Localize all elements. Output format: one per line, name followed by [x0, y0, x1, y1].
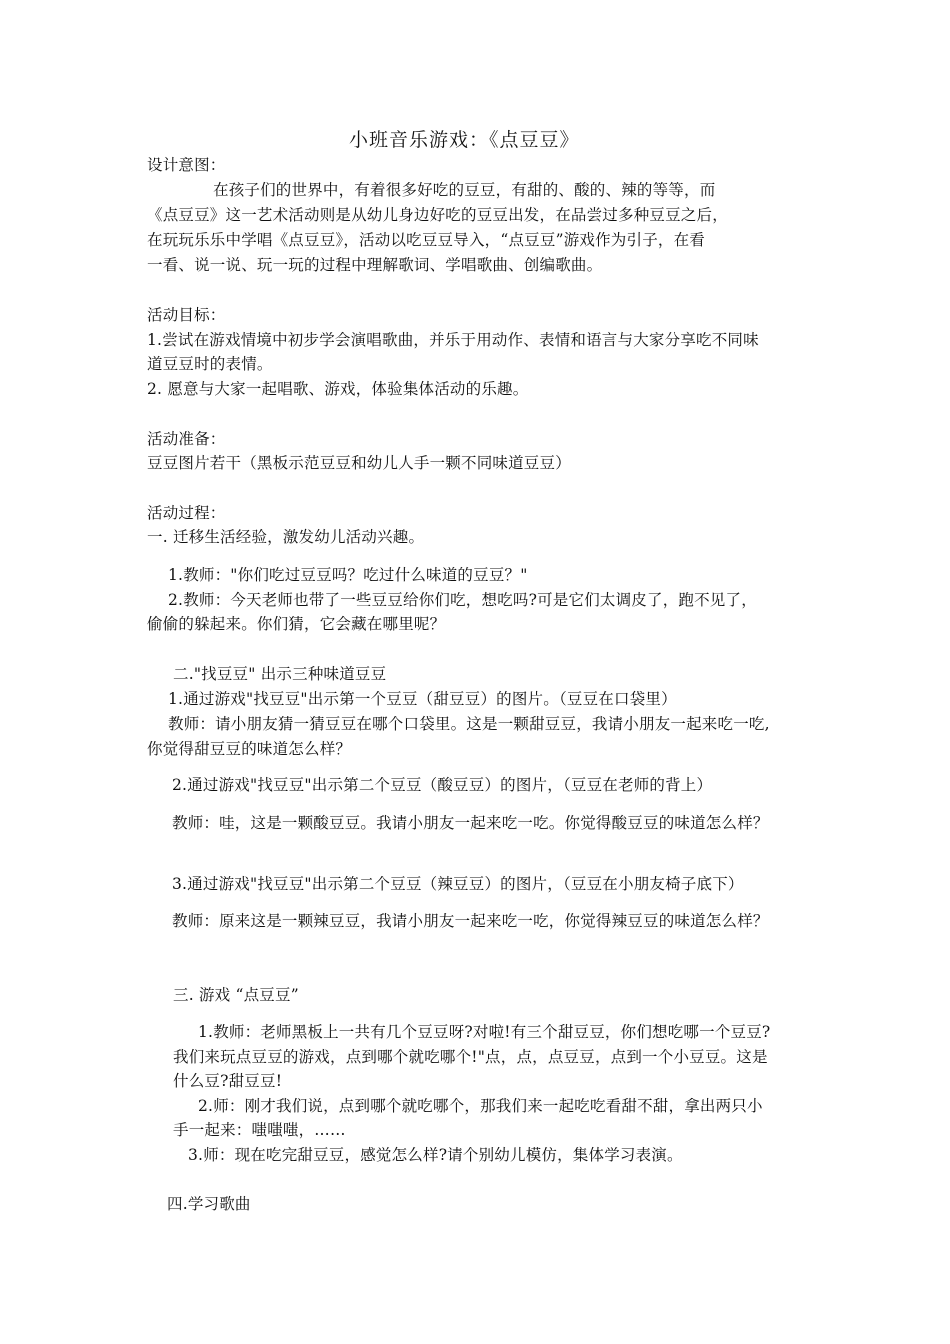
design-heading: 设计意图：	[147, 156, 226, 174]
section-3-title: 三. 游戏 “点豆豆”	[173, 986, 299, 1004]
design-line: 一看、说一说、玩一玩的过程中理解歌词、学唱歌曲、创编歌曲。	[147, 256, 603, 274]
section-1-line: 1.教师："你们吃过豆豆吗？吃过什么味道的豆豆？"	[168, 566, 528, 584]
section-3-line: 3.师：现在吃完甜豆豆，感觉怎么样?请个别幼儿模仿，集体学习表演。	[188, 1146, 683, 1164]
section-2-line: 教师：原来这是一颗辣豆豆，我请小朋友一起来吃一吃，你觉得辣豆豆的味道怎么样？	[172, 912, 769, 930]
process-heading: 活动过程：	[147, 504, 226, 522]
goals-line: 1.尝试在游戏情境中初步学会演唱歌曲，并乐于用动作、表情和语言与大家分享吃不同味	[147, 331, 759, 349]
section-2-title: 二."找豆豆" 出示三种味道豆豆	[173, 665, 387, 683]
section-3-line: 1.教师：老师黑板上一共有几个豆豆呀?对啦!有三个甜豆豆，你们想吃哪一个豆豆?	[198, 1023, 771, 1041]
section-2-line: 你觉得甜豆豆的味道怎么样？	[147, 740, 352, 758]
goals-line: 道豆豆时的表情。	[147, 355, 273, 373]
goals-heading: 活动目标：	[147, 306, 226, 324]
section-3-line: 手一起来：嗤嗤嗤，……	[173, 1121, 346, 1139]
prep-line: 豆豆图片若干（黑板示范豆豆和幼儿人手一颗不同味道豆豆）	[147, 454, 571, 472]
section-3-line: 什么豆?甜豆豆!	[173, 1072, 283, 1090]
section-4-title: 四.学习歌曲	[167, 1195, 251, 1213]
section-2-line: 2.通过游戏"找豆豆"出示第二个豆豆（酸豆豆）的图片，（豆豆在老师的背上）	[172, 776, 713, 794]
section-2-line: 3.通过游戏"找豆豆"出示第二个豆豆（辣豆豆）的图片，（豆豆在小朋友椅子底下）	[172, 875, 744, 893]
section-1-line: 偷偷的躲起来。你们猜，它会藏在哪里呢？	[147, 615, 446, 633]
section-1-title: 一. 迁移生活经验，激发幼儿活动兴趣。	[147, 528, 425, 546]
section-2-line: 1.通过游戏"找豆豆"出示第一个豆豆（甜豆豆）的图片。（豆豆在口袋里）	[168, 690, 677, 708]
page-title: 小班音乐游戏：《点豆豆》	[349, 129, 580, 151]
section-3-line: 我们来玩点豆豆的游戏，点到哪个就吃哪个!"点，点，点豆豆，点到一个小豆豆。这是	[173, 1048, 768, 1066]
section-2-line: 教师：请小朋友猜一猜豆豆在哪个口袋里。这是一颗甜豆豆，我请小朋友一起来吃一吃,	[168, 715, 770, 733]
section-2-line: 教师：哇，这是一颗酸豆豆。我请小朋友一起来吃一吃。你觉得酸豆豆的味道怎么样？	[172, 814, 769, 832]
prep-heading: 活动准备：	[147, 430, 226, 448]
section-1-line: 2.教师：今天老师也带了一些豆豆给你们吃，想吃吗?可是它们太调皮了，跑不见了，	[168, 591, 757, 609]
design-line: 在玩玩乐乐中学唱《点豆豆》，活动以吃豆豆导入，“点豆豆”游戏作为引子，在看	[147, 231, 706, 249]
section-3-line: 2.师：刚才我们说，点到哪个就吃哪个，那我们来一起吃吃看甜不甜，拿出两只小	[198, 1097, 763, 1115]
design-line: 在孩子们的世界中，有着很多好吃的豆豆，有甜的、酸的、辣的等等，而	[213, 181, 716, 199]
goals-line: 2. 愿意与大家一起唱歌、游戏，体验集体活动的乐趣。	[147, 380, 529, 398]
design-line: 《点豆豆》这一艺术活动则是从幼儿身边好吃的豆豆出发，在品尝过多种豆豆之后，	[147, 206, 728, 224]
